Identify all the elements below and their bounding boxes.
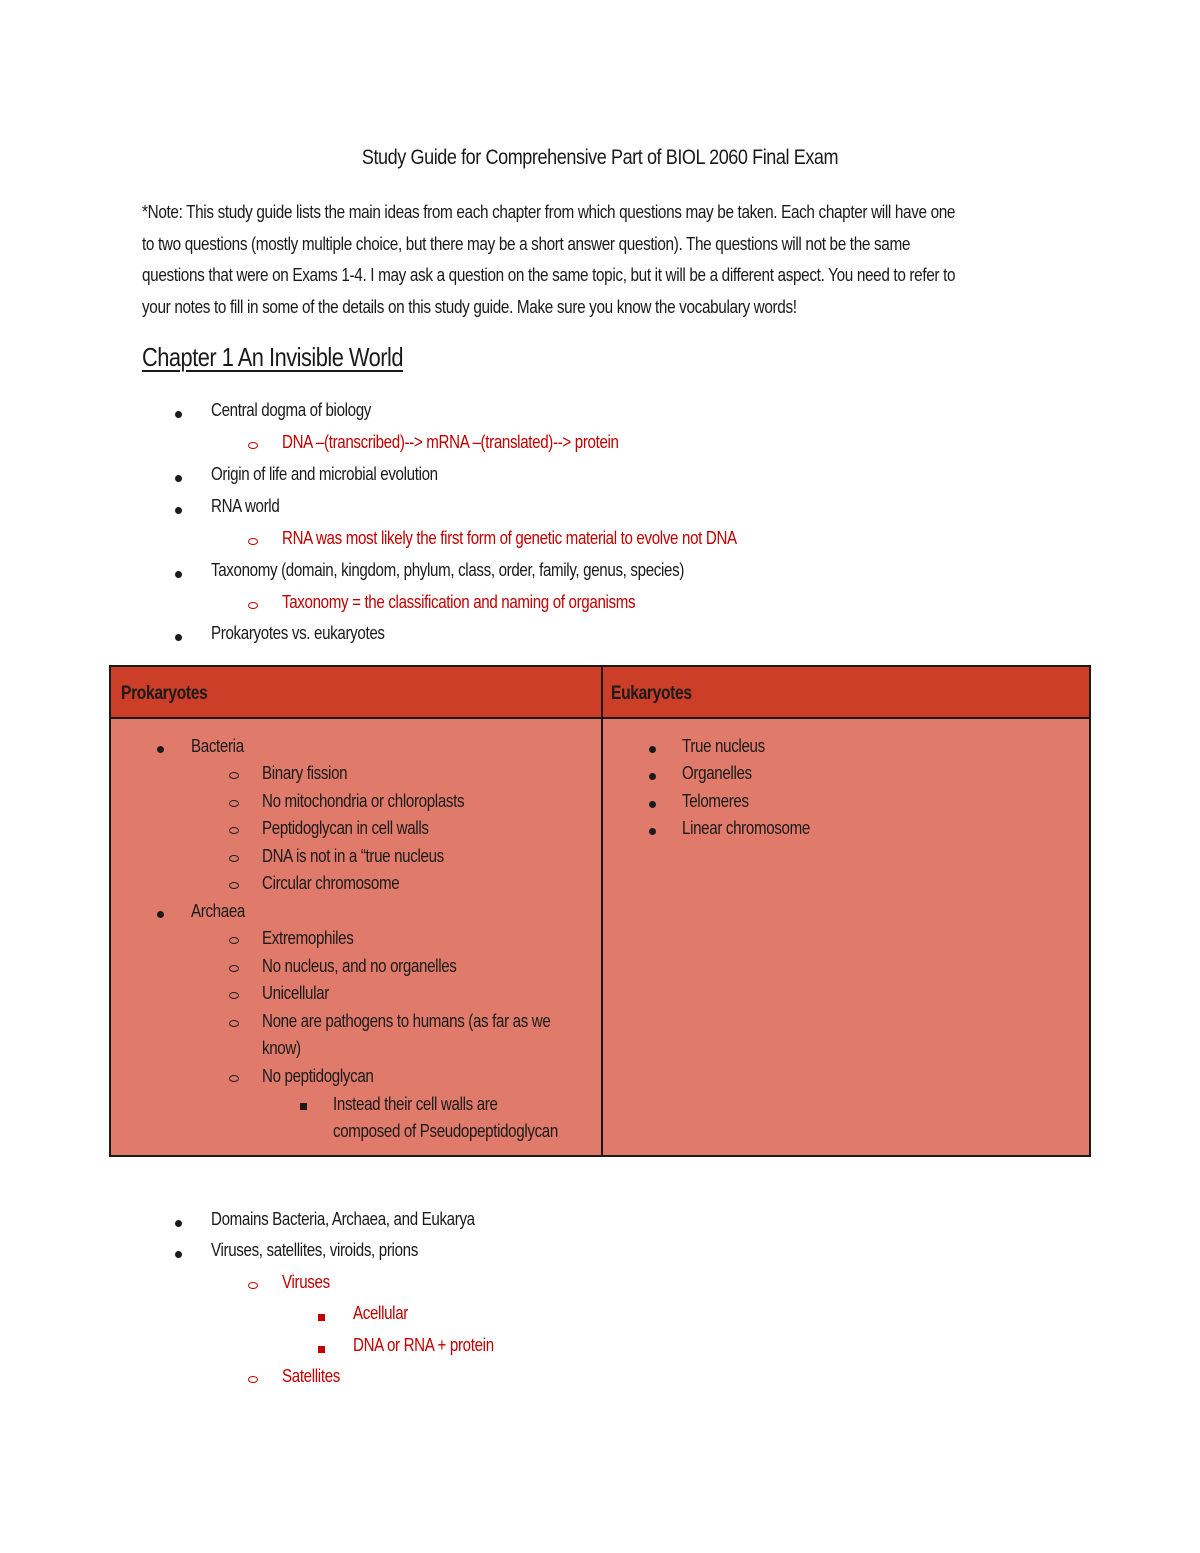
disc-bullet-icon <box>175 1251 182 1258</box>
chapter-heading: Chapter 1 An Invisible World <box>142 342 404 372</box>
table-cell-item: No mitochondria or chloroplasts <box>262 791 465 811</box>
outline-subitem: Taxonomy = the classification and naming of organisms <box>282 592 636 612</box>
disc-bullet-icon <box>175 411 182 418</box>
disc-bullet-icon <box>175 634 182 641</box>
outline-item: Origin of life and microbial evolution <box>211 464 438 484</box>
outline-subitem: RNA was most likely the first form of genetic material to evolve not DNA <box>282 528 737 548</box>
outline-item: Viruses, satellites, viroids, prions <box>211 1240 418 1260</box>
table-column-divider <box>601 667 603 1155</box>
square-bullet-icon <box>318 1314 325 1321</box>
circle-bullet-icon <box>229 772 239 779</box>
disc-bullet-icon <box>157 746 164 753</box>
disc-bullet-icon <box>175 1220 182 1227</box>
table-cell-item: composed of Pseudopeptidoglycan <box>333 1121 558 1141</box>
square-bullet-icon <box>300 1103 307 1110</box>
circle-bullet-icon <box>229 965 239 972</box>
disc-bullet-icon <box>157 911 164 918</box>
circle-bullet-icon <box>229 827 239 834</box>
outline-item: Central dogma of biology <box>211 400 372 420</box>
circle-bullet-icon <box>248 538 258 545</box>
table-cell-item: Organelles <box>682 763 752 783</box>
outline-item: Domains Bacteria, Archaea, and Eukarya <box>211 1209 475 1229</box>
disc-bullet-icon <box>649 773 656 780</box>
document-title: Study Guide for Comprehensive Part of BIOL 2060 Final Exam <box>361 146 839 169</box>
outline-item: RNA world <box>211 496 280 516</box>
table-cell-item: Instead their cell walls are <box>333 1094 498 1114</box>
note-line: to two questions (mostly multiple choice, but there may be a short answer question). The questions will not be the same <box>142 233 911 254</box>
outline-subitem: Viruses <box>282 1272 330 1292</box>
table-cell-item: None are pathogens to humans (as far as we <box>262 1011 551 1031</box>
table-cell-item: Binary fission <box>262 763 348 783</box>
disc-bullet-icon <box>649 828 656 835</box>
table-cell-item: Linear chromosome <box>682 818 810 838</box>
circle-bullet-icon <box>248 1282 258 1289</box>
table-cell-item: DNA is not in a “true nucleus <box>262 846 444 866</box>
table-header-prokaryotes: Prokaryotes <box>121 683 208 704</box>
table-cell-item: Circular chromosome <box>262 873 400 893</box>
note-paragraph <box>142 197 1053 323</box>
circle-bullet-icon <box>248 442 258 449</box>
disc-bullet-icon <box>649 801 656 808</box>
outline-subitem: DNA or RNA + protein <box>353 1335 494 1355</box>
table-cell-item: No peptidoglycan <box>262 1066 374 1086</box>
table-cell-item: Peptidoglycan in cell walls <box>262 818 429 838</box>
disc-bullet-icon <box>649 746 656 753</box>
table-cell-item: Bacteria <box>191 736 244 756</box>
outline-subitem: Satellites <box>282 1366 340 1386</box>
circle-bullet-icon <box>248 602 258 609</box>
circle-bullet-icon <box>229 1020 239 1027</box>
circle-bullet-icon <box>248 1376 258 1383</box>
table-cell-item: No nucleus, and no organelles <box>262 956 457 976</box>
disc-bullet-icon <box>175 475 182 482</box>
note-line: questions that were on Exams 1-4. I may ask a question on the same topic, but it will be a different aspect. You need to refer to <box>142 265 956 285</box>
prokaryotes-vs-eukaryotes-table <box>109 665 1091 1157</box>
disc-bullet-icon <box>175 507 182 514</box>
circle-bullet-icon <box>229 882 239 889</box>
circle-bullet-icon <box>229 1075 239 1082</box>
note-line: your notes to fill in some of the details on this study guide. Make sure you know the vocabulary words! <box>142 296 797 317</box>
table-cell-item: Unicellular <box>262 983 329 1003</box>
circle-bullet-icon <box>229 937 239 944</box>
outline-subitem: Acellular <box>353 1303 408 1323</box>
table-cell-item: Telomeres <box>682 791 749 811</box>
square-bullet-icon <box>318 1346 325 1353</box>
note-line: *Note: This study guide lists the main ideas from each chapter from which questions may be taken. Each chapter will have one <box>142 202 956 222</box>
outline-item: Prokaryotes vs. eukaryotes <box>211 623 385 643</box>
table-cell-item: Extremophiles <box>262 928 354 948</box>
circle-bullet-icon <box>229 992 239 999</box>
disc-bullet-icon <box>175 571 182 578</box>
table-header-eukaryotes: Eukaryotes <box>611 683 692 704</box>
table-cell-item: Archaea <box>191 901 245 921</box>
circle-bullet-icon <box>229 800 239 807</box>
table-cell-item: know) <box>262 1038 301 1058</box>
circle-bullet-icon <box>229 855 239 862</box>
table-cell-item: True nucleus <box>682 736 765 756</box>
outline-subitem: DNA –(transcribed)--> mRNA –(translated)--> protein <box>282 432 619 452</box>
outline-item: Taxonomy (domain, kingdom, phylum, class, order, family, genus, species) <box>211 560 685 580</box>
table-header-row <box>111 667 1089 719</box>
